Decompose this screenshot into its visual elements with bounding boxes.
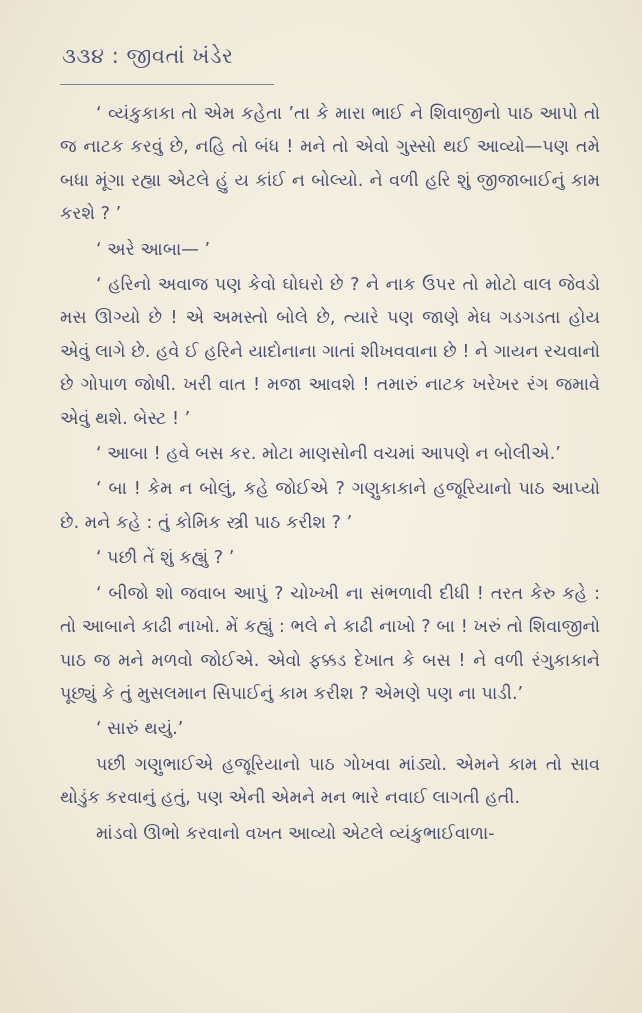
paragraph: ‘ અરે આબા— ’ <box>96 239 211 260</box>
paragraph: ‘ બા ! કેમ ન બોલું, કહે જોઈએ ? ગણુકાકાને હજૂરિયાનો પાઠ આપ્યો છે. મને કહે : તું કોમિક સ્ત્રી પાઠ કરીશ ? ’ <box>60 479 600 533</box>
paragraph: પછી ગણુભાઈએ હજૂરિયાનો પાઠ ગોખવા માંડ્યો. એમને કામ તો સાવ થોડુંક કરવાનું હતું, પણ એની એમને મન ભારે નવાઈ લાગતી હતી. <box>60 754 600 809</box>
header-separator: : <box>111 44 120 68</box>
paragraph: ‘ બીજો શો જવાબ આપું ? ચોખ્ખી ના સંભળાવી દીધી ! તરત કેરુ કહે : તો આબાને કાઢી નાખો. મેં કહ્યું : ભલે ને કાઢી નાખો ? બા ! ખરું તો શિવાજીનો પાઠ જ મને મળવો જોઈએ. એવો ફક્કડ દેખાત કે બસ ! ને વળી રંગુકાકાને પૂછ્યું કે તું મુસલમાન સિપાઈનું કામ કરીશ ? એમણે પણ ના પાડી.’ <box>60 583 600 704</box>
page-body <box>60 98 600 853</box>
book-title: જીવતાં ખંડેર <box>126 44 234 68</box>
paragraph: ‘ સારું થયું.’ <box>96 719 184 740</box>
page-number: ૩૩૪ <box>62 44 105 68</box>
paragraph: ‘ પછી તેં શું કહ્યું ? ’ <box>96 548 235 569</box>
paragraph: ‘ આબા ! હવે બસ કર. મોટા માણસોની વચમાં આપણે ન બોલીએ.’ <box>96 444 561 465</box>
header-rule <box>60 84 274 85</box>
paragraph: ‘ વ્યંકુકાકા તો એમ કહેતા ’તા કે મારા ભાઈ ને શિવાજીનો પાઠ આપો તો જ નાટક કરવું છે, નહિ તો બંધ ! મને તો એવો ગુસ્સો થઈ આવ્યો—પણ તમે બધા મૂંગા રહ્યા એટલે હું ય કાંઈ ન બોલ્યો. ને વળી હરિ શું જીજાબાઈનું કામ કરશે ? ’ <box>60 104 600 225</box>
page-header <box>62 44 233 69</box>
paragraph: ‘ હરિનો અવાજ પણ કેવો ઘોઘરો છે ? ને નાક ઉપર તો મોટો વાલ જેવડો મસ ઊગ્યો છે ! એ અમસ્તો બોલે છે, ત્યારે પણ જાણે મેઘ ગડગડતા હોય એવું લાગે છે. હવે ઈ હરિને યાદોનાના ગાતાં શીખવવાના છે ! ને ગાયન રચવાનો છે ગોપાળ જોષી. ખરી વાત ! મજા આવશે ! તમારું નાટક ખરેખર રંગ જમાવે એવું થશે. બેસ્ટ ! ’ <box>60 275 600 429</box>
paragraph: માંડવો ઊભો કરવાનો વખત આવ્યો એટલે વ્યંકુભાઈવાળા- <box>96 823 495 844</box>
